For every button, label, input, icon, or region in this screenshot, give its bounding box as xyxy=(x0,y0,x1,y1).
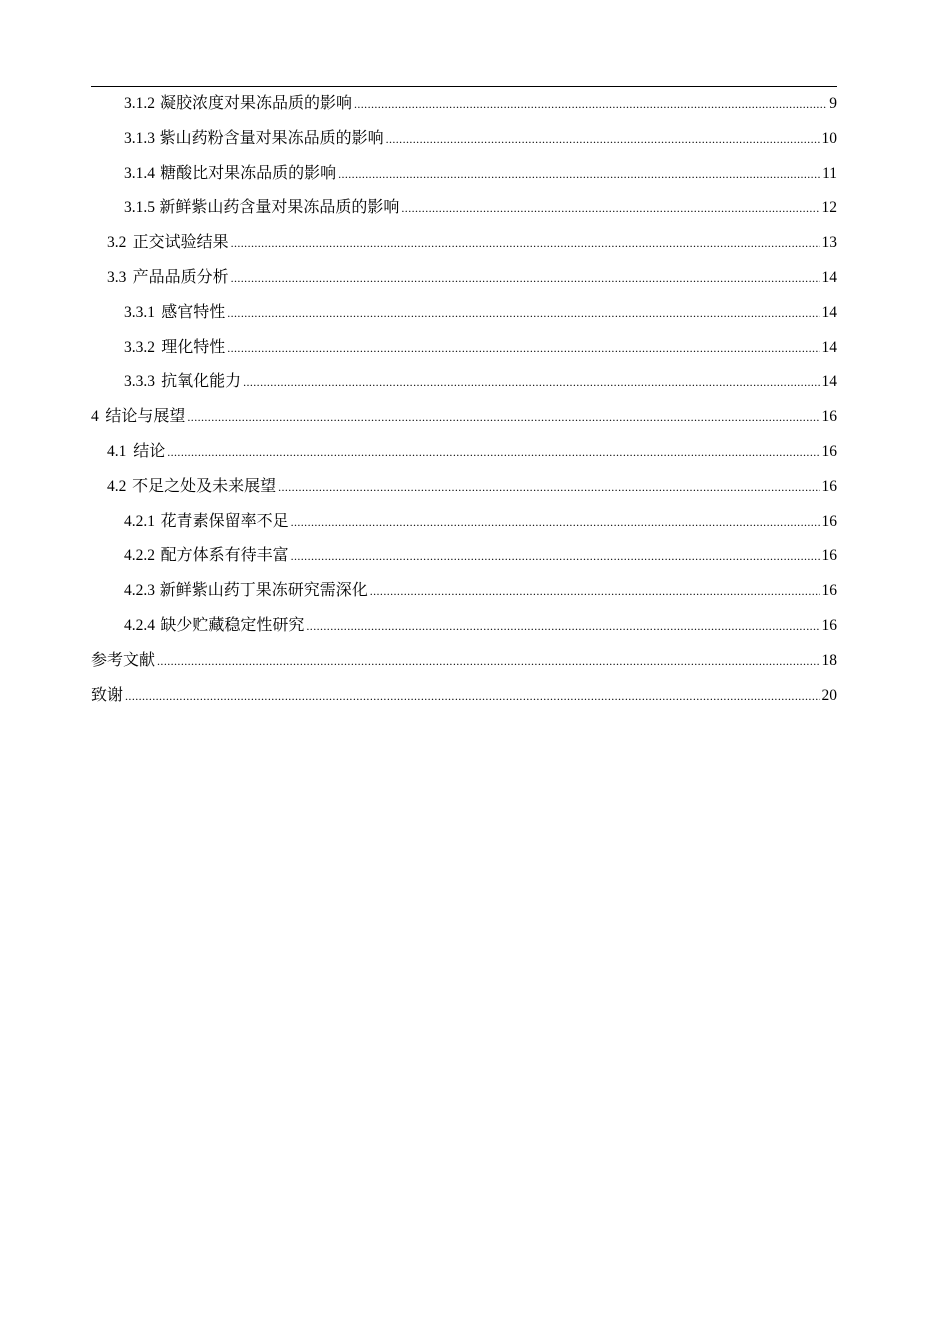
toc-entry-number: 4.2 xyxy=(107,477,127,495)
toc-entry-page: 16 xyxy=(821,477,837,495)
toc-entry[interactable] xyxy=(91,608,837,643)
toc-entry-title: 结论与展望 xyxy=(105,406,186,426)
toc-entry-number: 4.2.3 xyxy=(124,582,155,600)
toc-entry[interactable] xyxy=(91,86,837,121)
toc-entry-number: 4.2.4 xyxy=(124,616,155,634)
toc-entry-page: 16 xyxy=(821,616,837,634)
toc-leader-dots xyxy=(338,157,820,192)
toc-entry-page: 11 xyxy=(822,164,837,182)
toc-entry-number: 3.3.3 xyxy=(124,373,155,391)
toc-entry[interactable] xyxy=(91,295,837,330)
toc-entry-page: 14 xyxy=(821,303,837,321)
toc-leader-dots xyxy=(125,679,819,714)
toc-entry-page: 10 xyxy=(821,129,837,147)
toc-entry-page: 16 xyxy=(821,547,837,565)
toc-entry[interactable] xyxy=(91,469,837,504)
toc-entry-title: 理化特性 xyxy=(161,336,226,356)
toc-entry-acknowledgements[interactable] xyxy=(91,678,837,713)
toc-entry-page: 18 xyxy=(821,651,837,669)
toc-leader-dots xyxy=(291,505,820,540)
toc-entry-page: 9 xyxy=(829,95,837,112)
toc-entry[interactable] xyxy=(91,504,837,539)
toc-entry-title: 结论 xyxy=(133,440,166,460)
toc-entry-page: 13 xyxy=(821,234,837,252)
toc-leader-dots xyxy=(386,122,820,157)
toc-entry-page: 16 xyxy=(821,512,837,530)
toc-entry-page: 14 xyxy=(821,373,837,391)
toc-entry-title: 不足之处及未来展望 xyxy=(132,475,277,495)
toc-entry-title: 缺少贮藏稳定性研究 xyxy=(160,614,305,634)
toc-entry-page: 20 xyxy=(821,686,837,704)
toc-entry-page: 16 xyxy=(821,442,837,460)
toc-entry-title: 抗氧化能力 xyxy=(161,371,242,391)
toc-leader-dots xyxy=(354,87,827,122)
toc-leader-dots xyxy=(227,296,819,331)
toc-entry[interactable] xyxy=(91,156,837,191)
toc-entry-page: 14 xyxy=(821,268,837,286)
toc-entry-title: 紫山药粉含量对果冻品质的影响 xyxy=(159,127,384,147)
toc-entry-number: 3.1.5 xyxy=(124,199,155,217)
toc-entry-page: 16 xyxy=(821,582,837,600)
toc-entry[interactable] xyxy=(91,330,837,365)
toc-entry-number: 4 xyxy=(91,408,99,426)
toc-leader-dots xyxy=(401,191,819,226)
toc-entry-references[interactable] xyxy=(91,643,837,678)
toc-leader-dots xyxy=(243,365,819,400)
toc-leader-dots xyxy=(370,574,820,609)
toc-entry[interactable] xyxy=(91,399,837,434)
toc-entry-number: 3.1.3 xyxy=(124,129,155,147)
toc-entry[interactable] xyxy=(91,225,837,260)
toc-leader-dots xyxy=(231,226,820,261)
toc-leader-dots xyxy=(157,644,819,679)
toc-entry-number: 4.1 xyxy=(107,442,127,460)
toc-entry-title: 配方体系有待丰富 xyxy=(160,545,289,565)
toc-entry[interactable] xyxy=(91,434,837,469)
toc-entry-page: 14 xyxy=(821,338,837,356)
toc-entry-title: 感官特性 xyxy=(161,301,226,321)
toc-leader-dots xyxy=(227,331,819,366)
toc-entry-title: 正交试验结果 xyxy=(132,232,229,252)
toc-entry-number: 3.1.2 xyxy=(124,95,155,112)
toc-entry-title: 凝胶浓度对果冻品质的影响 xyxy=(159,93,352,112)
toc-entry-number: 4.2.1 xyxy=(124,512,155,530)
toc-entry-number: 4.2.2 xyxy=(124,547,155,565)
toc-leader-dots xyxy=(187,400,819,435)
toc-entry-page: 12 xyxy=(821,199,837,217)
toc-leader-dots xyxy=(278,470,819,505)
toc-entry-title: 新鲜紫山药丁果冻研究需深化 xyxy=(159,580,368,600)
toc-leader-dots xyxy=(231,261,820,296)
toc-entry[interactable] xyxy=(91,121,837,156)
table-of-contents xyxy=(91,86,837,712)
toc-entry[interactable] xyxy=(91,573,837,608)
toc-entry-page: 16 xyxy=(821,408,837,426)
toc-entry-title: 产品品质分析 xyxy=(132,266,229,286)
toc-entry-title: 糖酸比对果冻品质的影响 xyxy=(160,162,337,182)
toc-leader-dots xyxy=(291,539,820,574)
toc-entry[interactable] xyxy=(91,190,837,225)
toc-entry-title: 参考文献 xyxy=(91,649,156,669)
toc-leader-dots xyxy=(306,609,819,644)
toc-entry-number: 3.1.4 xyxy=(124,164,155,182)
toc-entry[interactable] xyxy=(91,260,837,295)
toc-entry-title: 新鲜紫山药含量对果冻品质的影响 xyxy=(159,197,400,217)
toc-entry-number: 3.3.2 xyxy=(124,338,155,356)
toc-entry-number: 3.3 xyxy=(107,268,127,286)
toc-entry-title: 致谢 xyxy=(91,684,124,704)
toc-entry[interactable] xyxy=(91,538,837,573)
toc-entry-number: 3.2 xyxy=(107,234,127,252)
toc-leader-dots xyxy=(167,435,819,470)
toc-entry-title: 花青素保留率不足 xyxy=(160,510,289,530)
toc-entry-number: 3.3.1 xyxy=(124,303,155,321)
toc-entry[interactable] xyxy=(91,364,837,399)
